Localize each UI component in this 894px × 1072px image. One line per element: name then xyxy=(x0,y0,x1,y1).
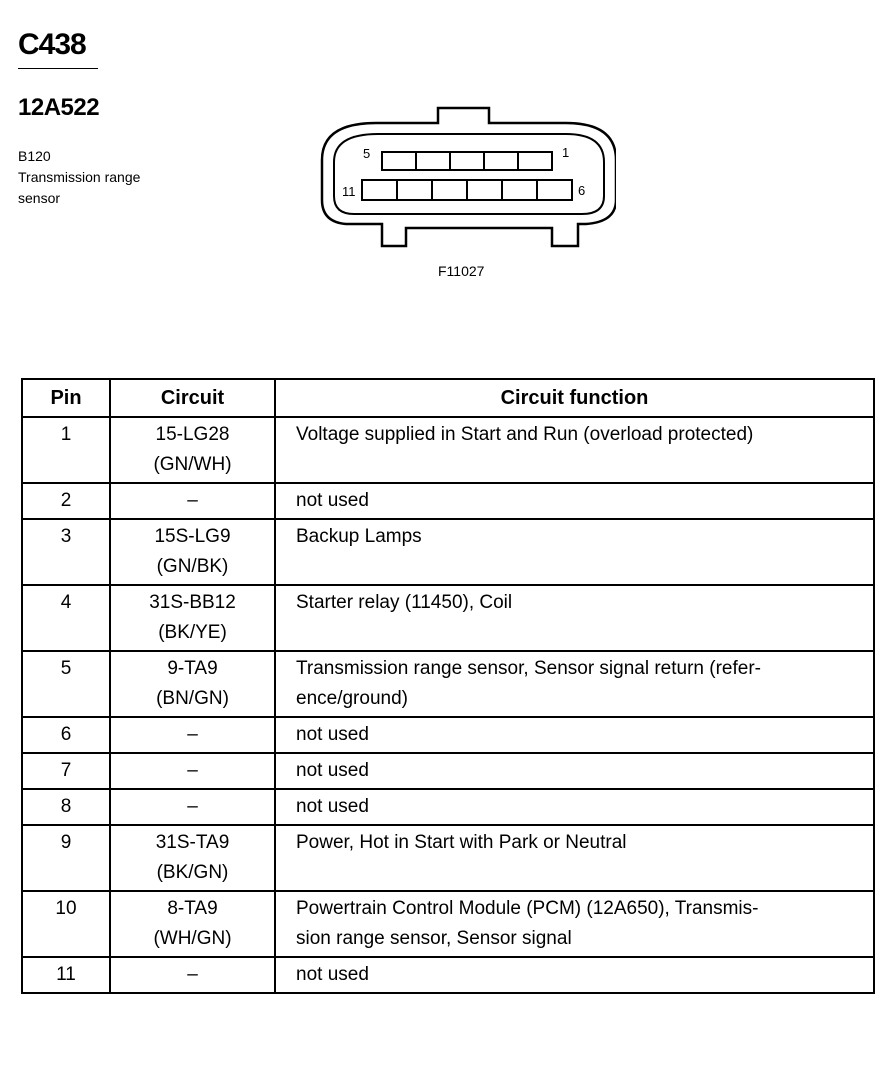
circuit-function-cell xyxy=(275,753,874,789)
title-underline xyxy=(18,68,98,69)
circuit-function: not used xyxy=(296,760,369,781)
circuit-function: not used xyxy=(296,724,369,745)
pin-number: 11 xyxy=(22,957,110,993)
table-row xyxy=(22,585,874,651)
pin-number: 2 xyxy=(22,483,110,519)
circuit-id: 31S-TA9 xyxy=(155,832,230,853)
table-row xyxy=(22,825,874,891)
table-row xyxy=(22,789,874,825)
pin-number: 8 xyxy=(22,789,110,825)
top-row-cavities xyxy=(382,152,552,170)
component-name-line1: Transmission range xyxy=(18,169,141,185)
circuit-function-cell xyxy=(275,717,874,753)
pin-number: 5 xyxy=(22,651,110,717)
table-row xyxy=(22,483,874,519)
pin-label-1: 1 xyxy=(562,145,570,160)
table-row xyxy=(22,651,874,717)
circuit-function-cell xyxy=(275,585,874,651)
circuit-function: not used xyxy=(296,490,369,511)
connector-face-diagram xyxy=(316,100,616,250)
circuit-id: – xyxy=(187,724,198,745)
header-function: Circuit function xyxy=(275,379,874,417)
circuit-function-continued: ence/ground) xyxy=(296,688,408,709)
circuit-function-cell xyxy=(275,789,874,825)
pin-number: 3 xyxy=(22,519,110,585)
pin-number: 4 xyxy=(22,585,110,651)
table-row xyxy=(22,957,874,993)
header-pin: Pin xyxy=(22,379,110,417)
connector-housing xyxy=(322,108,616,246)
circuit-id: 31S-BB12 xyxy=(149,592,236,613)
circuit-function: Starter relay (11450), Coil xyxy=(296,592,513,613)
pinout-table xyxy=(21,378,875,994)
circuit-function-cell xyxy=(275,483,874,519)
table-header-row xyxy=(22,379,874,417)
circuit-function-continued: sion range sensor, Sensor signal xyxy=(296,928,572,949)
circuit-function: not used xyxy=(296,796,369,817)
component-code: B120 xyxy=(18,148,51,164)
pin-label-11: 11 xyxy=(342,184,356,199)
circuit-function: Powertrain Control Module (PCM) (12A650), Transmis- xyxy=(296,898,759,919)
circuit-cell xyxy=(110,585,275,651)
pin-number: 10 xyxy=(22,891,110,957)
circuit-function: Power, Hot in Start with Park or Neutral xyxy=(296,832,627,853)
circuit-cell xyxy=(110,825,275,891)
circuit-cell xyxy=(110,519,275,585)
pin-number: 1 xyxy=(22,417,110,483)
header-circuit: Circuit xyxy=(110,379,275,417)
circuit-function: Voltage supplied in Start and Run (overload protected) xyxy=(296,424,754,445)
circuit-id: – xyxy=(187,964,198,985)
table-row xyxy=(22,417,874,483)
table-row xyxy=(22,717,874,753)
circuit-cell xyxy=(110,717,275,753)
pin-number: 6 xyxy=(22,717,110,753)
circuit-function: Transmission range sensor, Sensor signal return (refer- xyxy=(296,658,761,679)
circuit-function-cell xyxy=(275,957,874,993)
pin-label-6: 6 xyxy=(578,183,586,198)
bottom-row-cavities xyxy=(362,180,572,200)
circuit-id: – xyxy=(187,796,198,817)
pin-label-5: 5 xyxy=(363,146,371,161)
pin-number: 7 xyxy=(22,753,110,789)
wire-color: (GN/BK) xyxy=(156,556,229,577)
circuit-cell xyxy=(110,957,275,993)
circuit-id: 8-TA9 xyxy=(167,898,218,919)
circuit-cell xyxy=(110,651,275,717)
circuit-id: 15-LG28 xyxy=(155,424,230,445)
circuit-cell xyxy=(110,753,275,789)
circuit-cell xyxy=(110,483,275,519)
circuit-id: 15S-LG9 xyxy=(154,526,231,547)
circuit-function-cell xyxy=(275,651,874,717)
circuit-id: – xyxy=(187,760,198,781)
table-row xyxy=(22,891,874,957)
circuit-function-cell xyxy=(275,417,874,483)
circuit-function-cell xyxy=(275,519,874,585)
circuit-id: – xyxy=(187,490,198,511)
pin-number: 9 xyxy=(22,825,110,891)
component-description xyxy=(18,146,140,209)
circuit-cell xyxy=(110,417,275,483)
wire-color: (WH/GN) xyxy=(153,928,232,949)
circuit-function: not used xyxy=(296,964,369,985)
circuit-function-cell xyxy=(275,891,874,957)
circuit-id: 9-TA9 xyxy=(167,658,218,679)
figure-label: F11027 xyxy=(438,263,485,279)
connector-id: C438 xyxy=(18,28,86,61)
circuit-function: Backup Lamps xyxy=(296,526,422,547)
table-row xyxy=(22,519,874,585)
wire-color: (BN/GN) xyxy=(156,688,229,709)
circuit-function-cell xyxy=(275,825,874,891)
wire-color: (GN/WH) xyxy=(153,454,232,475)
circuit-cell xyxy=(110,789,275,825)
circuit-cell xyxy=(110,891,275,957)
component-name-line2: sensor xyxy=(18,190,61,206)
wire-color: (BK/GN) xyxy=(156,862,229,883)
wire-color: (BK/YE) xyxy=(158,622,227,643)
part-number: 12A522 xyxy=(18,94,100,121)
table-row xyxy=(22,753,874,789)
